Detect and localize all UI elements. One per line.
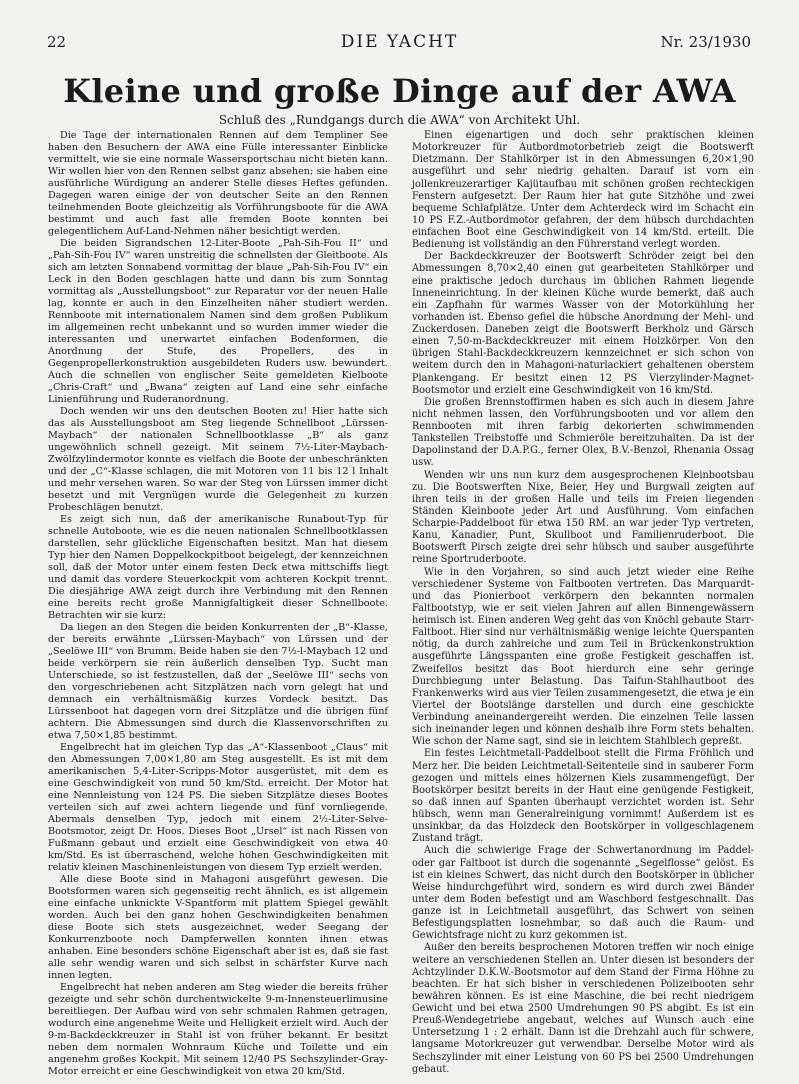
paragraph: Der Backdeckkreuzer der Bootswerft Schröder zeigt bei den Abmessungen 8,70×2,40 einen gut gearbeiteten Stahlkörper und eine praktische jedoch durchaus im üblichen Rahmen liegende Inneneinrichtung. In der kleinen Küche wurde bemerkt, daß auch ein Zapfhahn für warmes Wasser von der Motorkühlung her vorhanden ist. Ebenso gefiel die hübsche Anordnung der Mehl- und Zuckerdosen. Daneben zeigt die Bootswerft Berkholz und Gärsch einen 7,50-m-Backdeckkreuzer mit einem Holzkörper. Von den übrigen Stahl-Backdeckkreuzern kennzeichnet er sich schon von weitem durch den in Mahagoni-naturlackiert gehaltenen oberstem Plankengang. Er besitzt einen 12 PS Vierzylinder-Magnet-Bootsmotor und erzielt eine Geschwindigkeit von 16 km/Std.	[412, 251, 754, 396]
running-header	[0, 30, 799, 54]
issue-number: Nr. 23/1930	[660, 33, 751, 51]
paragraph: Einen eigenartigen und doch sehr praktischen kleinen Motorkreuzer für Autbordmotorbetrieb zeigt die Bootswerft Dietzmann. Der Stahlkörper ist in den Abmessungen 6,20×1,90 ausgeführt und sehr niedrig gehalten. Darauf ist vorn ein jollenkreuzerartiger Kajütaufbau mit schönen großen rechteckigen Fenstern aufgesetzt. Der Raum hier hat gute Sitzhöhe und zwei bequeme Schlafplätze. Unter dem Achterdeck wird im Schacht ein 10 PS F.Z.-Autbordmotor gefahren, der dem hübsch durchdachten einfachen Boot eine Geschwindigkeit von 14 km/Std. erteilt. Die Bedienung ist vollständig an den Führerstand verlegt worden.	[412, 130, 754, 251]
page-number: 22	[47, 33, 67, 51]
paragraph: Doch wenden wir uns den deutschen Booten zu! Hier hatte sich das als Ausstellungsboot am Steg liegende Schnellboot „Lürssen-Maybach“ der nationalen Schnellbootklasse „B“ als ganz ungewöhnlich schnell gezeigt. Mit seinem 7½-Liter-Maybach-Zwölfzylindermotor konnte es vielfach die Boote der unbeschränkten und der „C“-Klasse schlagen, die mit Motoren von 11 bis 12 l Inhalt und mehr versehen waren. So war der Steg von Lürssen immer dicht besetzt und mit Vergnügen wurde die Gelegenheit zu kurzen Probeschlägen benutzt.	[48, 406, 388, 513]
paragraph: Die Tage der internationalen Rennen auf dem Templiner See haben den Besuchern der AWA eine Fülle interessanter Einblicke vermittelt, wie sie eine normale Wassersportschau nicht bieten kann. Wir wollen hier von den Rennen selbst ganz absehen; sie haben eine ausführliche Würdigung an anderer Stelle dieses Heftes gefunden. Dagegen waren einige der von deutscher Seite an den Rennen teilnehmenden Boote gleichzeitig als Vorführungsboote für die AWA bestimmt und auch fast alle fremden Boote konnten bei gelegentlichem Auf-Land-Nehmen näher besichtigt werden.	[48, 130, 388, 237]
article-subtitle: Schluß des „Rundgangs durch die AWA“ von Architekt Uhl.	[218, 113, 581, 127]
paragraph: Engelbrecht hat im gleichen Typ das „A“-Klassenboot „Claus“ mit den Abmessungen 7,00×1,80 am Steg ausgestellt. Es ist mit dem amerikanischen 5,4-Liter-Scripps-Motor ausgerüstet, mit dem es eine Geschwindigkeit von rund 50 km/Std. erreicht. Der Motor hat eine Nennleistung von 124 PS. Die sieben Sitzplätze dieses Bootes verteilen sich auf zwei achtern liegende und fünf vornliegende. Abermals denselben Typ, jedoch mit einem 2½-Liter-Selve-Bootsmotor, zeigt Dr. Hoos. Dieses Boot „Ursel“ ist nach Rissen von Fußmann gebaut und erzielt eine Geschwindigkeit von etwa 40 km/Std. Es ist überraschend, welche hohen Geschwindigkeiten mit relativ kleinen Maschinenleistungen von diesem Typ erzielt werden.	[48, 742, 388, 873]
right-column	[412, 130, 754, 1076]
paragraph: Auch die schwierige Frage der Schwertanordnung im Paddel- oder gar Faltboot ist durch die sogenannte „Segelflosse“ gelöst. Es ist ein kleines Schwert, das nicht durch den Bootskörper in üblicher Weise hindurchgeführt wird, sondern es wird durch zwei Bänder unter dem Boden befestigt und am Waschbord festgeschnallt. Das ganze ist in Leichtmetall ausgeführt, das Schwert von seinen Befestigungsplatten losnehmbar, so daß auch die Raum- und Gewichtsfrage nicht zu kurz gekommen ist.	[412, 845, 754, 942]
paragraph: Da liegen an den Stegen die beiden Konkurrenten der „B“-Klasse, der bereits erwähnte „Lürssen-Maybach“ von Lürssen und der „Seelöwe III“ von Brumm. Beide haben sie den 7½-l-Maybach 12 und beide verkörpern sie rein äußerlich denselben Typ. Sucht man Unterschiede, so ist festzustellen, daß der „Seelöwe III“ sechs von den vorgeschriebenen acht Sitzplätzen nach vorn gelegt hat und demnach ein verhältnismäßig kurzes Vordeck besitzt. Das Lürssenboot hat dagegen vorn drei Sitzplätze und die übrigen fünf achtern. Die Abmessungen sind durch die Klassenvorschriften zu etwa 7,50×1,85 bestimmt.	[48, 622, 388, 741]
magazine-title: DIE YACHT	[340, 32, 459, 52]
paragraph: Wie in den Vorjahren, so sind auch jetzt wieder eine Reihe verschiedener Systeme von Faltbooten vertreten. Das Marquardt- und das Pionierboot verkörpern den bekannten normalen Faltbootstyp, wie er seit vielen Jahren auf allen Binnengewässern heimisch ist. Einen anderen Weg geht das von Knöchl gebaute Starr-Faltboot. Hier sind nur verhältnismäßig wenige leichte Querspanten nötig, da durch zahlreiche und zum Teil in Brückenkonstruktion ausgeführte Längsspanten eine große Festigkeit geschaffen ist. Zweifellos besitzt das Boot hierdurch eine sehr geringe Durchbiegung unter Belastung. Das Taifun-Stahlhautboot des Frankenwerks wird aus vier Teilen zusammengesetzt, die etwa je ein Viertel der Bootslänge darstellen und durch eine geschickte Verbindung aneinandergereiht werden. Die einzelnen Teile lassen sich ineinander legen und können deshalb ihre Form stets behalten. Wie schon der Name sagt, sind sie in leichtem Stahlblech gepreßt.	[412, 566, 754, 748]
left-column	[48, 130, 388, 1078]
paragraph: Die beiden Sigrandschen 12-Liter-Boote „Pah-Sih-Fou II“ und „Pah-Sih-Fou IV“ waren unstreitig die schnellsten der Gleitboote. Als sich am letzten Sonnabend vormittag der blaue „Pah-Sih-Fou IV“ ein Leck in den Boden geschlagen hatte und dann bis zum Sonntag vormittag als „Ausstellungsboot“ zur Reparatur vor der neuen Halle lag, konnte er auch in den Einzelheiten näher studiert werden. Rennboote mit internationalem Namen sind dem großen Publikum im allgemeinen recht unbekannt und so wurden immer wieder die interessanten und unerwartet einfachen Bodenformen, die Anordnung der Stufe, des Propellers, des in Gegenpropellerkonstruktion ausgebildeten Ruders usw. bewundert. Auch die schnellen von englischer Seite gemeldeten Kielboote „Chris-Craft“ und „Bwana“ zeigten auf Land eine sehr einfache Linienführung und Ruderanordnung.	[48, 238, 388, 405]
paragraph: Außer den bereits besprochenen Motoren treffen wir noch einige weitere an verschiedenen Stellen an. Unter diesen ist besonders der Achtzylinder D.K.W.-Bootsmotor auf dem Stand der Firma Höhne zu beachten. Er hat sich bisher in verschiedenen Polizeibooten sehr bewähren können. Es ist eine Maschine, die bei recht niedrigem Gewicht und bei etwa 2500 Umdrehungen 90 PS abgibt. Es ist ein Preuß-Wendegetriebe angebaut, welches auf Wunsch auch eine Untersetzung 1 : 2 erhält. Dann ist die Drehzahl auch für schwere, langsame Motorkreuzer gut verwendbar. Derselbe Motor wird als Sechszylinder mit einer Leistung von 60 PS bei 2500 Umdrehungen gebaut.	[412, 942, 754, 1075]
paragraph: Alle diese Boote sind in Mahagoni ausgeführt gewesen. Die Bootsformen waren sich gegenseitig recht ähnlich, es ist allgemein eine einfache unknickte V-Spantform mit plattem Spiegel gewählt worden. Auch bei den ganz hohen Geschwindigkeiten benahmen diese Boote sich stets ausgezeichnet, weder Seegang der Konkurrenzboote noch Dampferwellen konnten ihnen etwas anhaben. Eine besonders schöne Eigenschaft aber ist es, daß sie fast alle sehr wendig waren und sich selbst in schärfster Kurve nach innen legten.	[48, 874, 388, 981]
paragraph: Ein festes Leichtmetall-Paddelboot stellt die Firma Fröhlich und Merz her. Die beiden Leichtmetall-Seitenteile sind in sauberer Form gezogen und mittels eines hölzernen Kiels zusammengefügt. Der Bootskörper besitzt bereits in der Haut eine genügende Festigkeit, so daß innen auf Spanten überhaupt verzichtet worden ist. Sehr hübsch, wenn man Generalreinigung vornimmt! Außerdem ist es unsinkbar, da das Holzdeck den Bootskörper in vollgeschlagenem Zustand trägt.	[412, 748, 754, 845]
article-title: Kleine und große Dinge auf der AWA	[63, 72, 736, 110]
paragraph: Die großen Brennstoffirmen haben es sich auch in diesem Jahre nicht nehmen lassen, den Vorführungsbooten und vor allem den Rennbooten mit ihren farbig dekorierten schwimmenden Tankstellen Treibstoffe und Schmieröle bereitzuhalten. Da ist der Dapolinstand der D.A.P.G., ferner Olex, B.V.-Benzol, Rhenania Ossag usw.	[412, 396, 754, 469]
paragraph: Engelbrecht hat neben anderen am Steg wieder die bereits früher gezeigte und sehr schön durchentwickelte 9-m-Innensteuerlimusine bereitliegen. Der Aufbau wird von sehr schmalen Rahmen getragen, wodurch eine angenehme Weite und Helligkeit erzielt wird. Auch der 9-m-Backdeckkreuzer in Stahl ist von früher bekannt. Er besitzt neben dem normalen Wohnraum Küche und Toilette und ein angenehm großes Kockpit. Mit seinem 12/40 PS Sechszylinder-Gray-Motor erreicht er eine Geschwindigkeit von etwa 20 km/Std.	[48, 982, 388, 1077]
paragraph: Es zeigt sich nun, daß der amerikanische Runabout-Typ für schnelle Autoboote, wie es die neuen nationalen Schnellbootklassen darstellen, sehr glückliche Eigenschaften besitzt. Man hat diesem Typ hier den Namen Doppelkockpitboot beigelegt, der kennzeichnen soll, daß der Motor unter einem festen Deck etwa mittschiffs liegt und damit das vordere Steuerkockpit vom achteren Kockpit trennt. Die diesjährige AWA zeigt durch ihre Verbindung mit den Rennen eine bereits recht große Mannigfaltigkeit dieser Schnellboote. Betrachten wir sie kurz:	[48, 514, 388, 621]
paragraph: Wenden wir uns nun kurz dem ausgesprochenen Kleinbootsbau zu. Die Bootswerften Nixe, Beier, Hey und Burgwall zeigten auf ihren teils in der großen Halle und teils im Freien liegenden Ständen Kleinboote jeder Art und Ausführung. Vom einfachen Scharpie-Paddelboot für etwa 150 RM. an war jeder Typ vertreten, Kanu, Kanadier, Punt, Skullboot und Familienruderboot. Die Bootswerft Pirsch zeigte drei sehr hübsch und sauber ausgeführte reine Sportruderboote.	[412, 469, 754, 566]
